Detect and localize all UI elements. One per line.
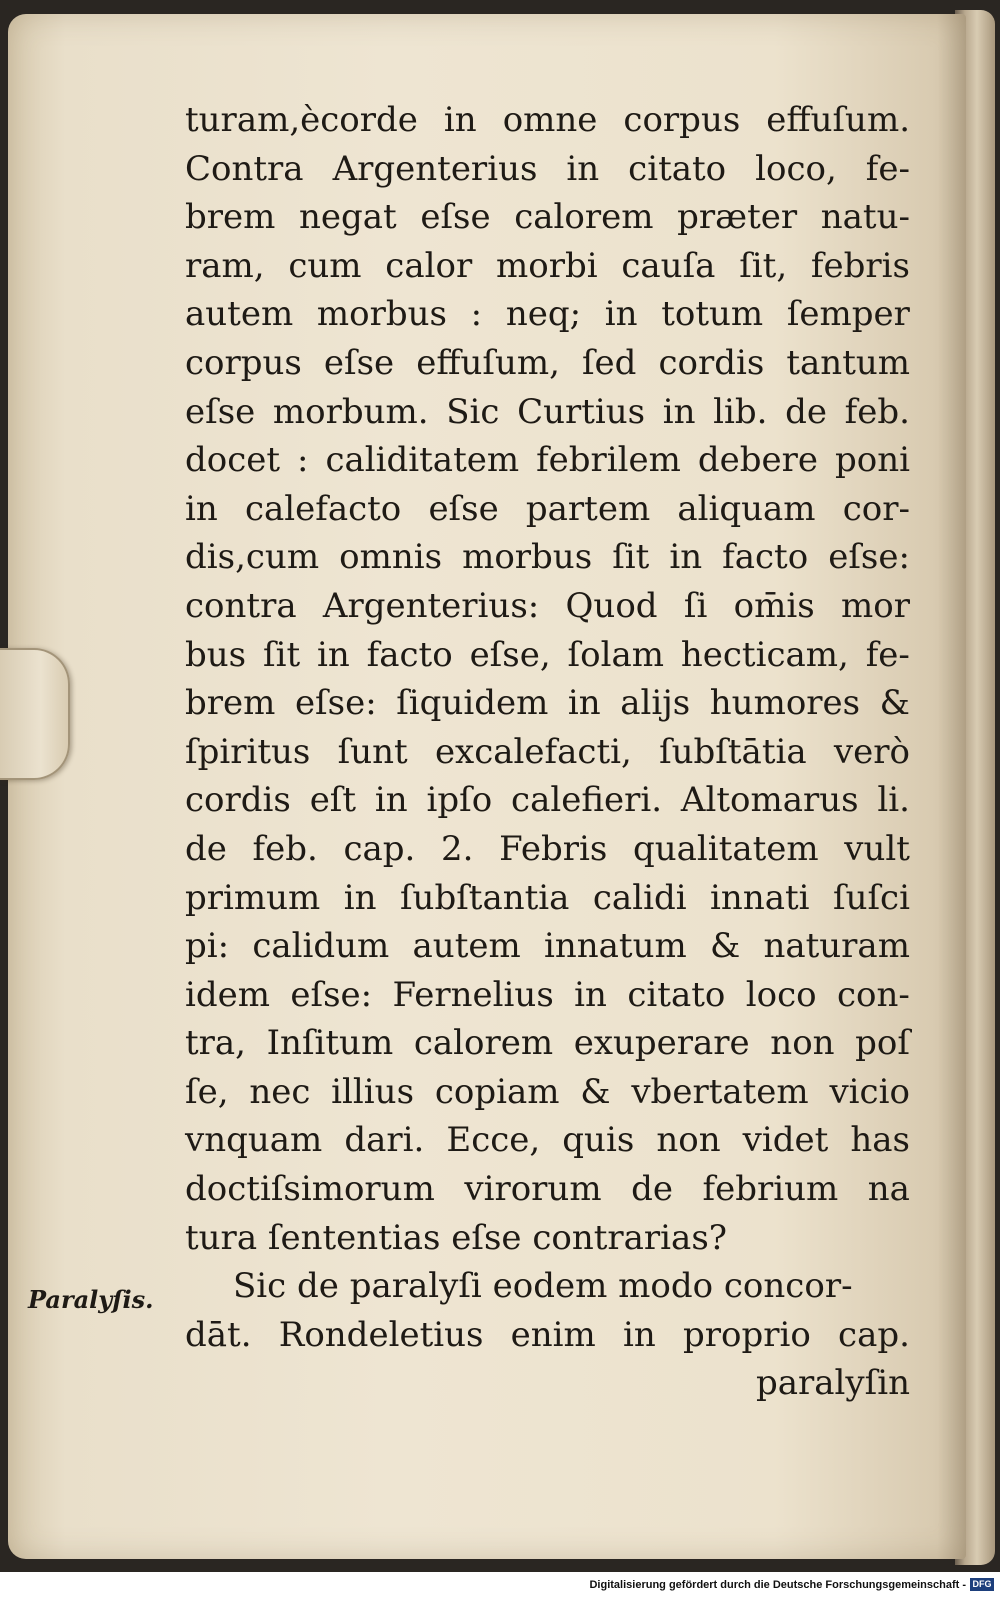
- word: Quod: [565, 585, 658, 626]
- word: turam,ècorde: [185, 100, 418, 140]
- text-line: [185, 1165, 910, 1214]
- word: cum: [288, 245, 362, 286]
- word: loco: [745, 974, 817, 1015]
- word: eſse: [323, 342, 395, 383]
- word: exuperare: [573, 1023, 750, 1064]
- text-line: [185, 874, 910, 923]
- word: contra: [185, 585, 297, 626]
- catchword: paralyſin: [756, 1363, 910, 1404]
- word: calorem: [413, 1023, 554, 1064]
- word: in: [185, 488, 218, 529]
- word: Ecce,: [446, 1120, 541, 1161]
- word: Sic: [446, 391, 500, 432]
- word: eſse: [428, 488, 499, 529]
- word: naturam: [763, 926, 910, 967]
- word: feb.: [844, 391, 910, 432]
- word: calidi: [592, 877, 687, 918]
- word: omne: [502, 100, 598, 140]
- text-line: [185, 971, 910, 1020]
- word: fe-: [865, 634, 910, 675]
- word: humores: [709, 683, 861, 724]
- word: verò: [833, 731, 910, 772]
- word: vicio: [829, 1071, 910, 1112]
- word: ram,: [185, 245, 265, 286]
- footer-credit: Digitalisierung gefördert durch die Deutsche Forschungsgemeinschaft -: [589, 1579, 966, 1591]
- word: alijs: [620, 683, 691, 724]
- word: :: [470, 294, 483, 335]
- word: febrilem: [536, 440, 681, 481]
- word: om̄is: [733, 585, 815, 626]
- word: in: [443, 100, 477, 140]
- word: corpus: [185, 342, 302, 383]
- word: innatum: [543, 926, 687, 967]
- word: Altomarus: [680, 780, 859, 821]
- word: Argenterius: [332, 148, 538, 189]
- word: effuſum,: [416, 342, 560, 383]
- word: ſit: [612, 537, 650, 578]
- word: Rondeletius: [278, 1314, 484, 1355]
- word: ſemper: [786, 294, 910, 335]
- word: poni: [834, 440, 910, 481]
- word: facto: [722, 537, 809, 578]
- word: ſuſci: [832, 877, 910, 918]
- word: eſse:: [828, 537, 910, 578]
- text-line: [185, 1019, 910, 1068]
- text-line: tura ſententias eſse contrarias?: [185, 1217, 727, 1258]
- word: dāt.: [185, 1314, 252, 1355]
- word: non: [770, 1023, 835, 1064]
- word: vult: [844, 828, 910, 869]
- word: idem: [185, 974, 270, 1015]
- word: effuſum.: [766, 100, 910, 140]
- word: debere: [697, 440, 819, 481]
- word: Contra: [185, 148, 304, 189]
- word: cap.: [838, 1314, 910, 1355]
- word: calefacto: [244, 488, 402, 529]
- word: cap.: [343, 828, 416, 869]
- word: nec: [249, 1071, 311, 1112]
- word: calidum: [252, 926, 390, 967]
- text-line: [185, 1311, 910, 1360]
- word: ſpiritus: [185, 731, 311, 772]
- word: ſiquidem: [396, 683, 549, 724]
- word: ſunt: [337, 731, 408, 772]
- word: natu-: [820, 197, 910, 238]
- word: morbum.: [272, 391, 429, 432]
- word: ſubſtantia: [399, 877, 570, 918]
- word: excalefacti,: [434, 731, 632, 772]
- word: brem: [185, 683, 276, 724]
- word: vnquam: [185, 1120, 323, 1161]
- text-line: [185, 388, 910, 437]
- word: lib.: [713, 391, 768, 432]
- word: ſi: [683, 585, 708, 626]
- word: ſed: [581, 342, 637, 383]
- word: na: [867, 1169, 910, 1210]
- text-line: [185, 193, 910, 242]
- word: ſit,: [739, 245, 788, 286]
- text-line: [185, 776, 910, 825]
- word: Argenterius:: [322, 585, 540, 626]
- word: facto: [366, 634, 453, 675]
- word: illius: [331, 1071, 415, 1112]
- word: quis: [562, 1120, 635, 1161]
- word: morbus: [462, 537, 593, 578]
- word: virorum: [464, 1169, 602, 1210]
- word: omnis: [339, 537, 443, 578]
- word: de: [185, 828, 227, 869]
- word: in: [623, 1314, 656, 1355]
- dfg-logo: DFG: [970, 1578, 994, 1591]
- word: 2.: [441, 828, 474, 869]
- word: ſe,: [185, 1071, 229, 1112]
- text-line: [185, 290, 910, 339]
- text-line: [185, 1116, 910, 1165]
- word: in: [374, 780, 408, 821]
- word: totum: [661, 294, 764, 335]
- word: caliditatem: [325, 440, 520, 481]
- word: de: [631, 1169, 673, 1210]
- text-line: [185, 728, 910, 777]
- word: aliquam: [677, 488, 816, 529]
- text-line: [185, 145, 910, 194]
- word: corpus: [623, 100, 741, 140]
- word: in: [604, 294, 638, 335]
- word: doctiſsimorum: [185, 1169, 435, 1210]
- text-line: [185, 96, 910, 145]
- word: dis,cum: [185, 537, 320, 578]
- word: tantum: [786, 342, 910, 383]
- word: con-: [837, 974, 910, 1015]
- word: cordis: [658, 342, 765, 383]
- word: Inſitum: [266, 1023, 394, 1064]
- text-line: [185, 485, 910, 534]
- word: citato: [627, 974, 726, 1015]
- word: febrium: [702, 1169, 839, 1210]
- word: eſse: [420, 197, 491, 238]
- word: &: [879, 683, 910, 724]
- word: vbertatem: [631, 1071, 809, 1112]
- text-line: [185, 533, 910, 582]
- word: copiam: [434, 1071, 560, 1112]
- word: Fernelius: [392, 974, 554, 1015]
- word: Curtius: [517, 391, 646, 432]
- word: de: [785, 391, 827, 432]
- page-text: [185, 96, 910, 1408]
- word: autem: [185, 294, 294, 335]
- text-line: [185, 922, 910, 971]
- word: in: [343, 877, 377, 918]
- word: innati: [710, 877, 810, 918]
- word: brem: [185, 197, 276, 238]
- word: pi:: [185, 926, 230, 967]
- text-line: Sic de paralyſi eodem modo concor-: [233, 1266, 853, 1307]
- word: dari.: [344, 1120, 425, 1161]
- word: calorem: [514, 197, 654, 238]
- word: ſolam: [567, 634, 664, 675]
- word: negat: [299, 197, 397, 238]
- word: in: [567, 683, 601, 724]
- word: morbi: [495, 245, 598, 286]
- word: eſse:: [294, 683, 377, 724]
- word: in: [662, 391, 696, 432]
- word: Febris: [499, 828, 608, 869]
- word: hecticam,: [680, 634, 849, 675]
- word: cordis: [185, 780, 291, 821]
- word: eſse:: [290, 974, 373, 1015]
- text-line: [185, 631, 910, 680]
- text-line: [185, 436, 910, 485]
- text-line: [185, 679, 910, 728]
- word: proprio: [682, 1314, 811, 1355]
- word: videt: [742, 1120, 829, 1161]
- word: tra,: [185, 1023, 246, 1064]
- word: :: [297, 440, 309, 481]
- word: mor: [841, 585, 910, 626]
- word: has: [850, 1120, 910, 1161]
- word: in: [317, 634, 350, 675]
- word: feb.: [252, 828, 318, 869]
- word: &: [580, 1071, 611, 1112]
- word: calor: [385, 245, 473, 286]
- word: præter: [677, 197, 798, 238]
- word: ſubſtātia: [659, 731, 807, 772]
- word: autem: [412, 926, 521, 967]
- word: non: [656, 1120, 721, 1161]
- text-line: [185, 582, 910, 631]
- word: citato: [628, 148, 727, 189]
- word: cor-: [842, 488, 910, 529]
- word: ſit: [263, 634, 301, 675]
- word: in: [574, 974, 607, 1015]
- word: eſt: [309, 780, 357, 821]
- word: in: [566, 148, 600, 189]
- word: bus: [185, 634, 247, 675]
- word: primum: [185, 877, 321, 918]
- word: fe-: [865, 148, 910, 189]
- word: eſse,: [469, 634, 551, 675]
- word: poſ: [855, 1023, 910, 1064]
- word: li.: [877, 780, 910, 821]
- word: cauſa: [621, 245, 716, 286]
- text-line: [185, 242, 910, 291]
- word: calefieri.: [511, 780, 663, 821]
- word: docet: [185, 440, 281, 481]
- text-line: [185, 1068, 910, 1117]
- word: partem: [525, 488, 651, 529]
- word: febris: [810, 245, 910, 286]
- word: eſse: [185, 391, 256, 432]
- page-clip: [0, 648, 70, 780]
- word: &: [709, 926, 741, 967]
- word: loco,: [755, 148, 837, 189]
- margin-note: Paralyſis.: [28, 1285, 154, 1314]
- word: morbus: [316, 294, 447, 335]
- text-line: [185, 339, 910, 388]
- text-line: [185, 825, 910, 874]
- word: in: [669, 537, 703, 578]
- word: ipſo: [426, 780, 493, 821]
- word: enim: [510, 1314, 596, 1355]
- word: neq;: [505, 294, 582, 335]
- word: qualitatem: [633, 828, 819, 869]
